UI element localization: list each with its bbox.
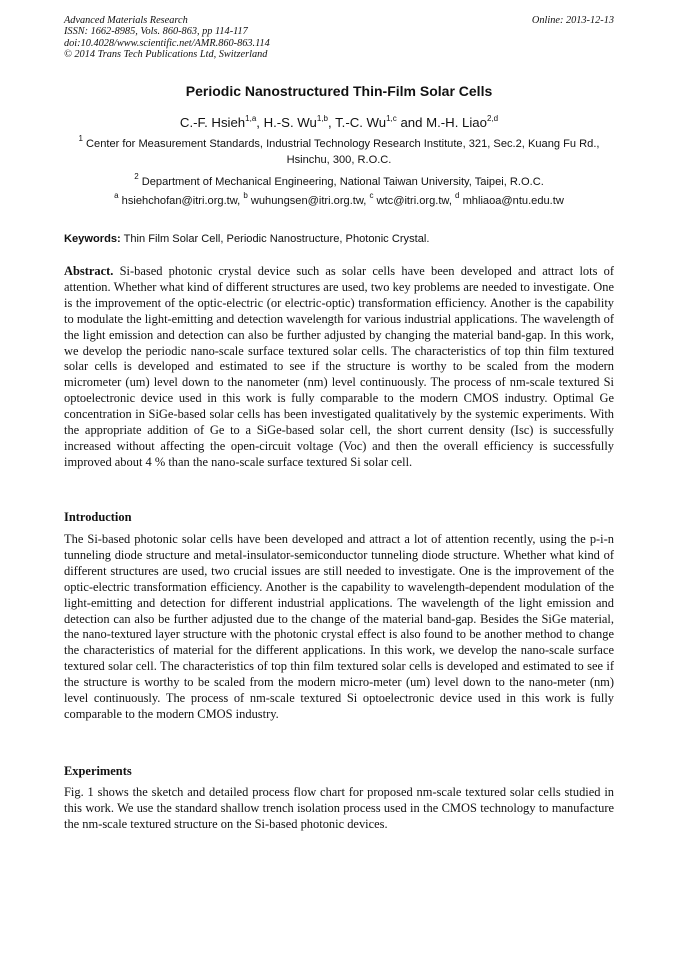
- author-name: C.-F. Hsieh: [179, 115, 246, 130]
- abstract-text: Si-based photonic crystal device such as solar cells have been developed and attract lots of attention. Whether what kind of different structures are used, two key problems are needed to investigate. One is the improvement of the optic-electric (or electric-optic) transformation efficiency. Another is the capability to modulate the light-emitting and detection wavelength for various industrial applications. The wavelength of the light emission and detection can also be further adjusted by changing the material band-gap. In this work, we develop the periodic nano-scale surface textured solar cells. The characteristics of top thin film textured solar cells is developed and estimated to see if the structure is worthy to be scaled from the modern micrometer (um) level down to the nanometer (nm) level continuously. The process of nm-scale textured Si optoelectronic device used in this work is fully comparable to the modern CMOS industry. Optimal Ge concentration in SiGe-based solar cells has been investigated qualitatively by the systemic experiments. With the appropriate addition of Ge to a SiGe-based solar cell, the short current density (Isc) is successfully increased without affecting the open-circuit voltage (Voc) and then the overall efficiency is successfully improved about 4 % than the nano-scale surface textured Si solar cell.: [64, 264, 614, 469]
- author-list: [0, 115, 678, 130]
- doi-line: doi:10.4028/www.scientific.net/AMR.860-863.114: [64, 37, 270, 49]
- author-separator: and: [396, 115, 427, 130]
- email-separator: ,: [363, 195, 370, 207]
- email-separator: ,: [237, 195, 244, 207]
- email-separator: ,: [448, 195, 456, 207]
- author-affiliation-mark: 2,d: [486, 114, 499, 123]
- copyright-line: © 2014 Trans Tech Publications Ltd, Switzerland: [64, 49, 268, 61]
- affiliation-mark: 1: [78, 134, 83, 143]
- email-address: hsiehchofan@itri.org.tw: [121, 195, 238, 207]
- email-address: wuhungsen@itri.org.tw: [250, 195, 364, 207]
- paper-title: Periodic Nanostructured Thin-Film Solar Cells: [185, 83, 493, 99]
- keywords-label: Keywords:: [64, 233, 121, 245]
- affiliation-2: [64, 172, 614, 191]
- email-mark: b: [243, 191, 248, 200]
- author-name: T.-C. Wu: [335, 115, 387, 130]
- email-list: [64, 191, 614, 210]
- email-mark: d: [455, 191, 460, 200]
- affiliation-1: [64, 134, 614, 168]
- email-address: mhliaoa@ntu.edu.tw: [462, 195, 564, 207]
- issn-line: ISSN: 1662-8985, Vols. 860-863, pp 114-117: [64, 26, 248, 38]
- experiments-heading: Experiments: [64, 764, 132, 778]
- introduction-paragraph: The Si-based photonic solar cells have been developed and attract a lot of attention recently, using the p-i-n tunneling diode structure and metal-insulator-semiconductor tunneling diode structure. Whether what kind of different structures are used, two crucial issues are still needed to investigate. One is the improvement of the optic-electric transformation efficiency. Another is the capability to wavelength-dependent modulation of the light-emitting and detection for different industrial applications. The wavelength of the light emission and detection can also be further adjusted due to the change of the material band-gap. Besides the SiGe material, the nano-textured layer structure with the photonic crystal effect is also found to be another method to change the characteristics of material for the different applications. In this work, we develop the nano-scale surface textured solar cell. The characteristics of top thin film textured solar cells is developed and estimated to see if the structure is worthy to be scaled from the modern micro-meter (um) level down to the nano-meter (nm) level continuously. The process of nm-scale textured Si optoelectronic device used in this work is fully comparable to the modern CMOS industry.: [64, 532, 614, 721]
- author-name: M.-H. Liao: [426, 115, 487, 130]
- keywords-line: [64, 233, 429, 245]
- affiliation-mark: 2: [134, 172, 139, 181]
- online-date: Online: 2013-12-13: [531, 15, 614, 26]
- affiliation-text: Department of Mechanical Engineering, National Taiwan University, Taipei, R.O.C.: [141, 176, 544, 188]
- email-mark: a: [114, 191, 119, 200]
- affiliation-text: Center for Measurement Standards, Industrial Technology Research Institute, 321, Sec.2, Kuang Fu Rd., Hsinchu, 300, R.O.C.: [86, 138, 600, 166]
- author-affiliation-mark: 1,a: [245, 114, 257, 123]
- abstract-label: Abstract.: [64, 264, 114, 278]
- author-separator: ,: [327, 115, 336, 130]
- journal-name: Advanced Materials Research: [64, 15, 188, 26]
- author-affiliation-mark: 1,c: [386, 114, 397, 123]
- running-header: [64, 15, 614, 61]
- experiments-paragraph: Fig. 1 shows the sketch and detailed process flow chart for proposed nm-scale textured solar cells studied in this work. We use the standard shallow trench isolation process used in the CMOS technology to manufacture the nm-scale textured structure on the Si-based photonic devices.: [64, 785, 614, 831]
- author-affiliation-mark: 1,b: [316, 114, 328, 123]
- author-separator: ,: [256, 115, 264, 130]
- email-address: wtc@itri.org.tw: [376, 195, 449, 207]
- introduction-heading: Introduction: [64, 510, 132, 524]
- email-mark: c: [369, 191, 374, 200]
- author-name: H.-S. Wu: [263, 115, 317, 130]
- keywords-text: Thin Film Solar Cell, Periodic Nanostructure, Photonic Crystal.: [123, 233, 430, 245]
- abstract-paragraph: [64, 264, 614, 471]
